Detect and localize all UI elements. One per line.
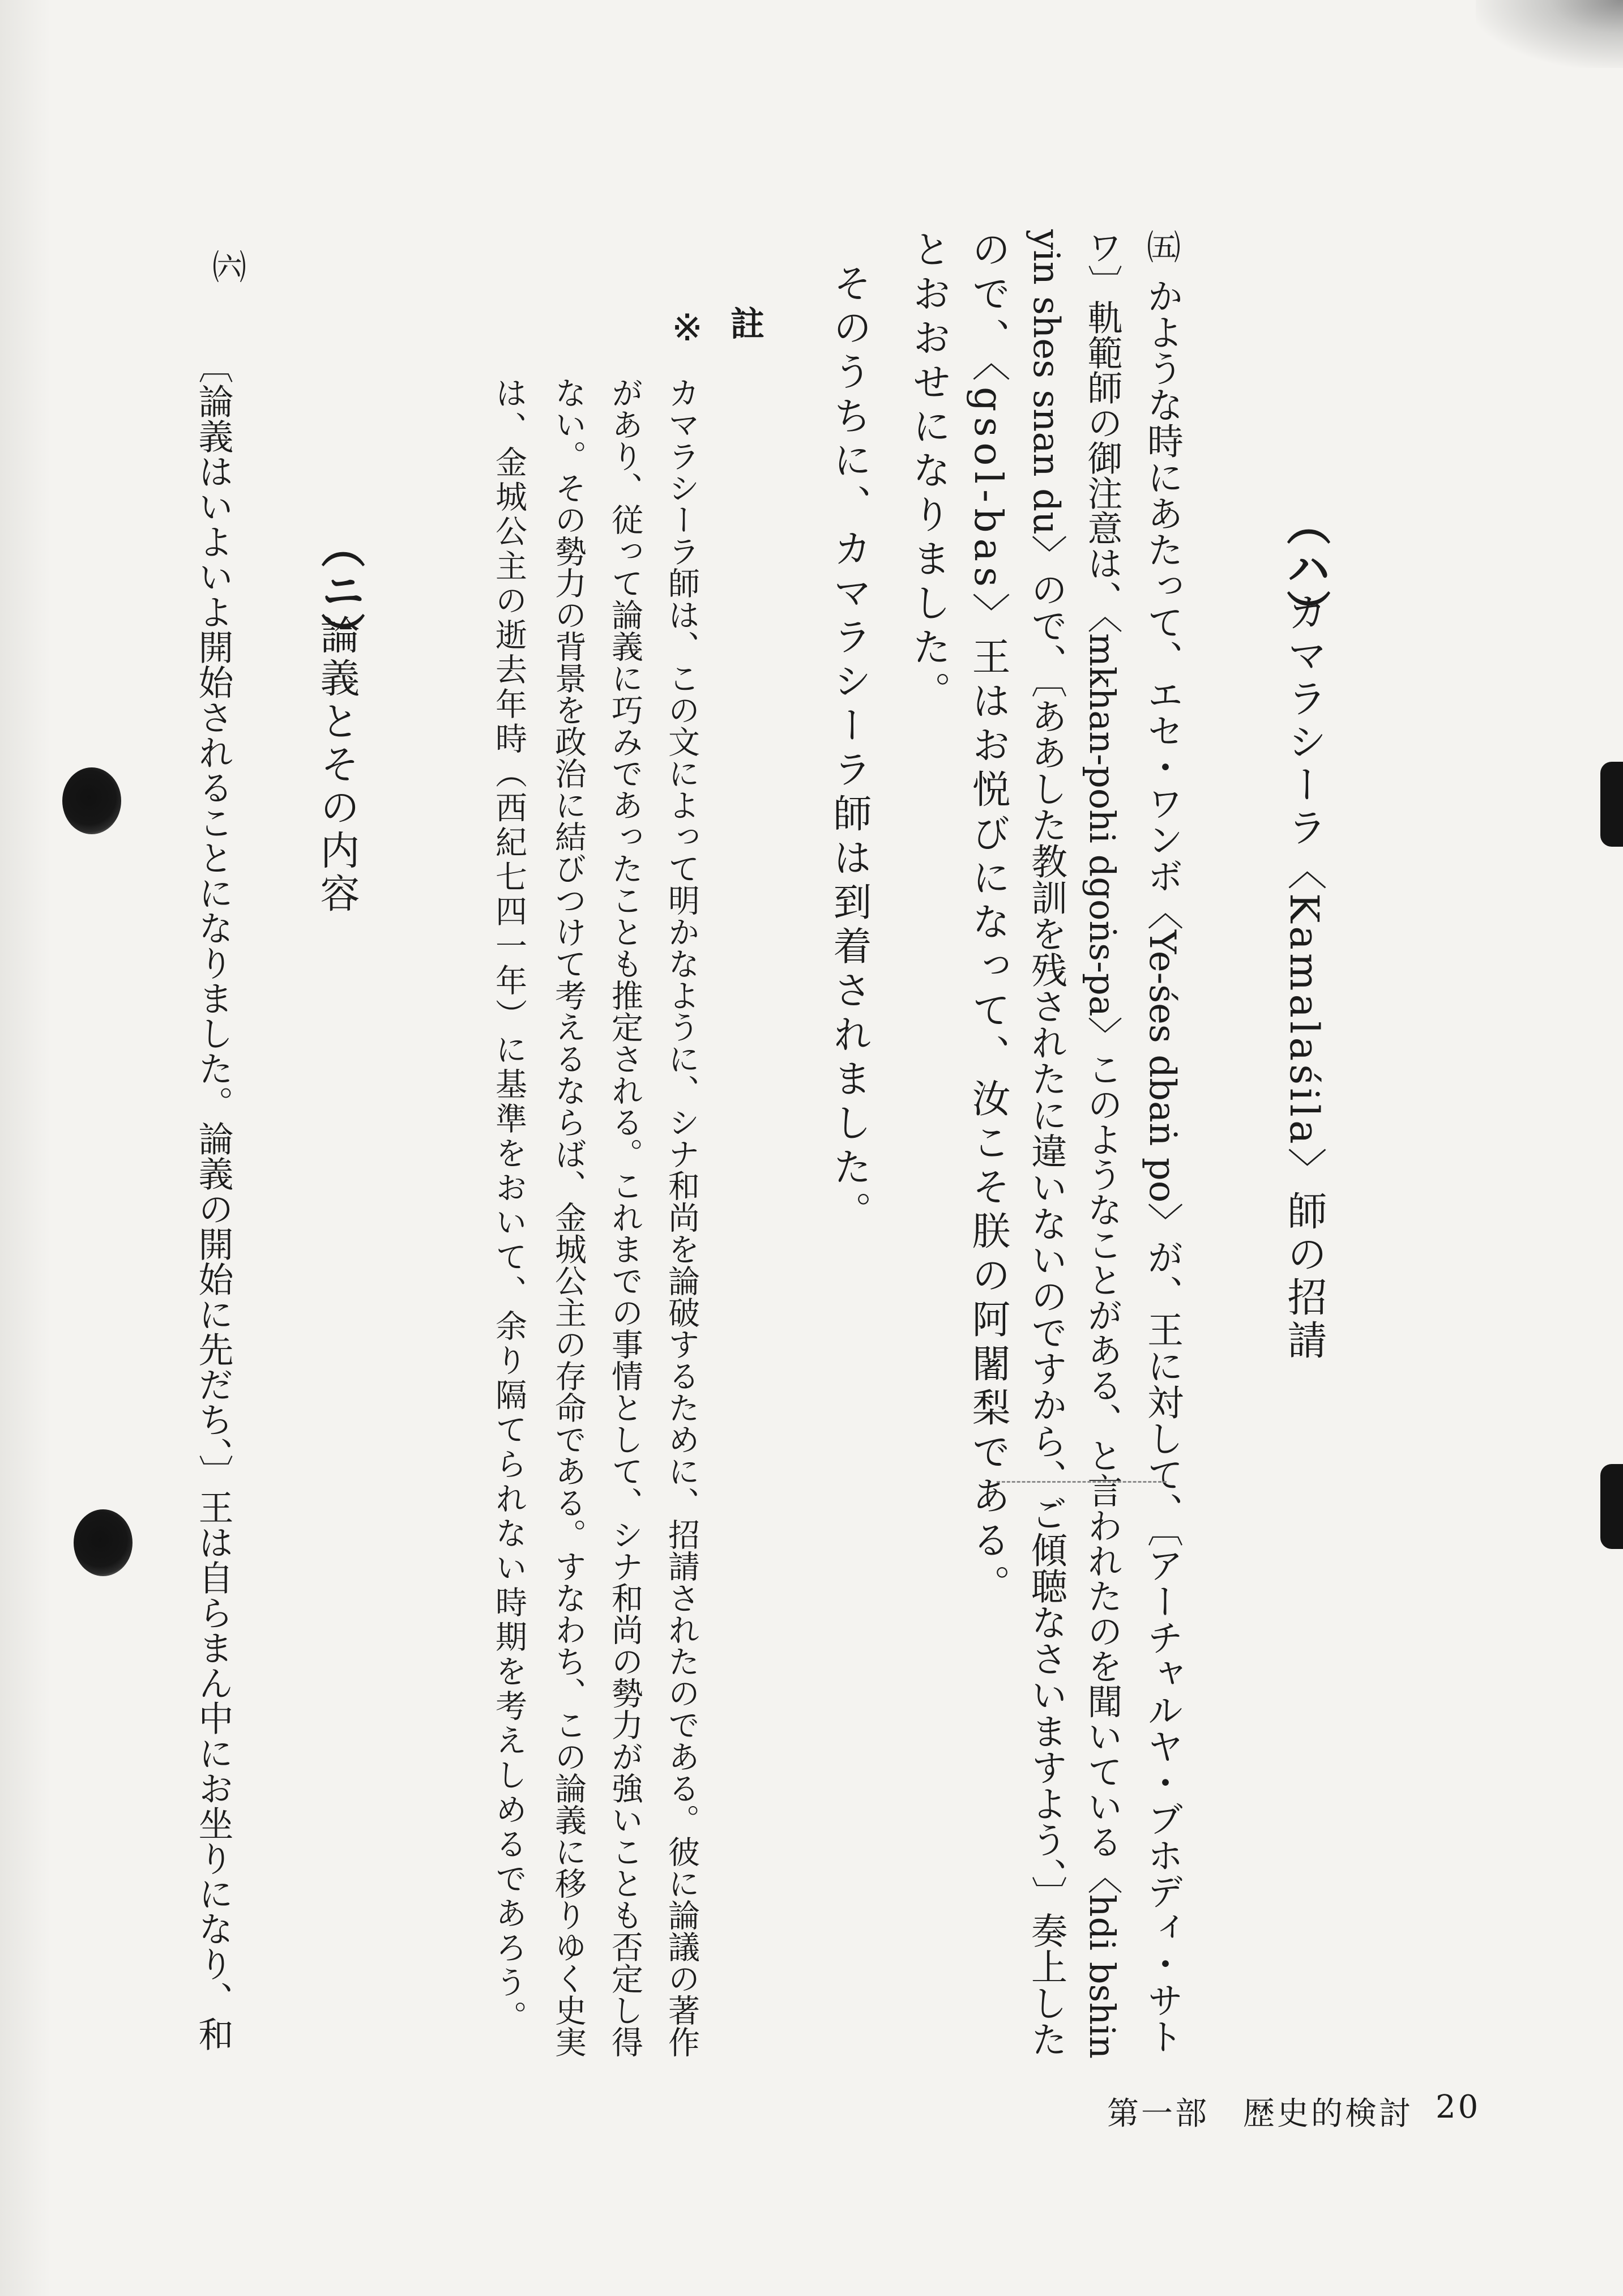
punch-hole-icon [74,1509,133,1576]
section-ni-title: 論義とその内容 [314,614,360,916]
punch-hole-edge-icon [1600,762,1623,847]
scan-corner-smudge [1476,0,1623,68]
paragraph-line: かような時にあたって、エセ・ワンボ〈Ye-śes dbaṅ po〉が、王に対して、〔アーチャルヤ・ブホディ・サト [1141,278,1183,2055]
note-mark: ※ [665,306,709,349]
note-line: カマラシーラ師は、この文によって明かなように、シナ和尚を論破するために、招請されたのである。彼に論議の著作 [663,377,700,2058]
scan-shadow-left [0,0,51,2296]
paragraph-line: yin shes snan du〉ので、〔ああした教訓を残されたに違いないのですから、ご傾聴なさいますよう、〕奏上した [1025,229,1067,2058]
section-hachi-title: カマラシーラ〈Kamalaśila〉師の招請 [1281,592,1327,1363]
section-hachi-number: （ハ） [1279,501,1331,634]
note-line: ない。その勢力の背景を政治に結びつけて考えるならば、金城公主の存命である。すなわち、この論義に移りゆく史実 [550,377,587,2058]
punch-hole-edge-icon [1600,1464,1623,1549]
scan-dash-artifact [997,1481,1167,1483]
note-line: は、金城公主の逝去年時（西紀七四一年）に基準をおいて、余り隔てられない時期を考えしめるであろう。 [490,377,527,2035]
paragraph-marker: ㈥ [207,249,246,283]
section-ni-number: （ニ） [314,524,365,656]
paragraph-line: 〔論義はいよいよ開始されることになりました。論義の開始に先だち、〕王は自らまん中にお坐りになり、和 [193,348,234,2051]
paragraph-line: ワ〕軌範師の御注意は、〈mkhan-pohi dgoṅs-pa〉このようなことがある、と言われたのを聞いている〈hdi bshin [1082,229,1123,2059]
footer-part-label: 第一部 歴史的検討 [1107,2096,1413,2132]
paragraph-line: そのうちに、カマラシーラ師は到着されました。 [827,263,872,1235]
paragraph-line: とおおせになりました。 [906,229,951,715]
paragraph-line: ので、〈gsol-bas〉王はお悦びになって、汝こそ朕の阿闍梨である。 [966,229,1010,1609]
punch-hole-icon [62,767,121,834]
paragraph-marker: ㈤ [1141,229,1181,263]
page-number: 20 [1436,2089,1481,2126]
note-line: があり、従って論義に巧みであったことも推定される。これまでの事情として、シナ和尚の勢力が強いことも否定し得 [607,377,643,2058]
note-heading: 註 [725,306,764,340]
